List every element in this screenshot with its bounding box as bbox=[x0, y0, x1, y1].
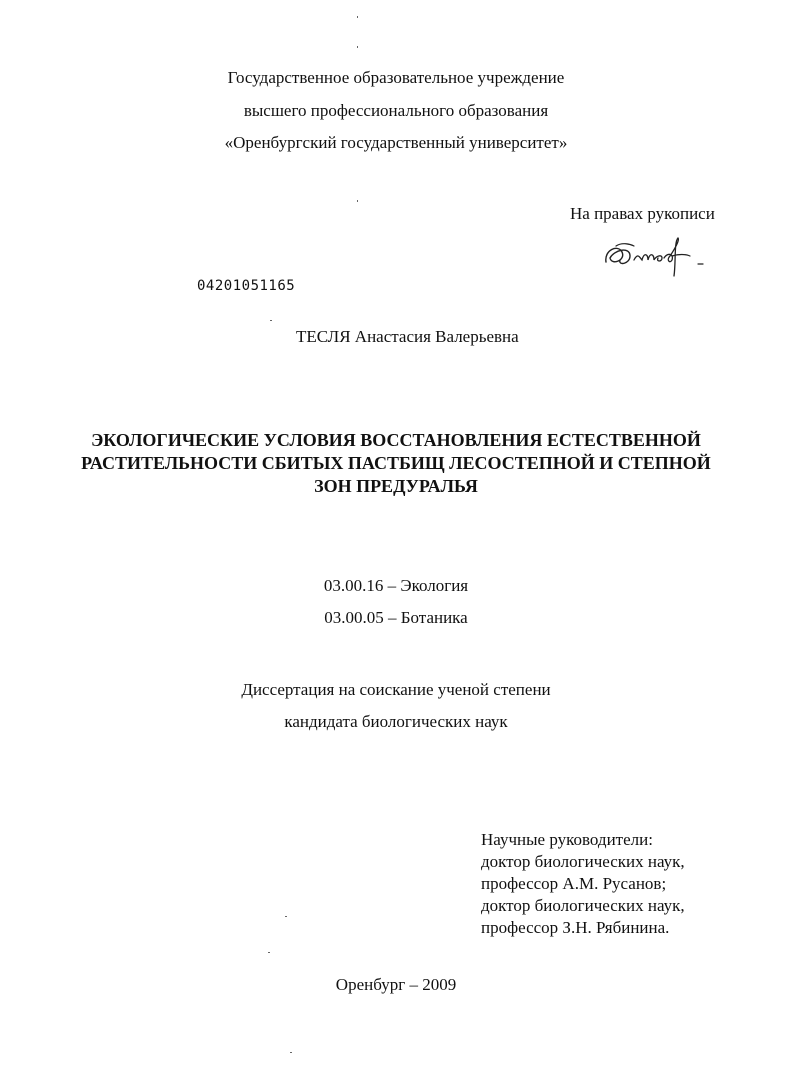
specialty-botany: 03.00.05 – Ботаника bbox=[324, 608, 468, 627]
scan-speck bbox=[285, 916, 287, 917]
institution-line-1: Государственное образовательное учреждение bbox=[227, 68, 565, 87]
institution-line-2: высшего профессионального образования bbox=[243, 101, 549, 120]
scan-speck bbox=[290, 1052, 292, 1053]
degree-line-2: кандидата биологических наук bbox=[284, 712, 508, 731]
specialty-ecology: 03.00.16 – Экология bbox=[323, 576, 469, 595]
thesis-title-line-1: ЭКОЛОГИЧЕСКИЕ УСЛОВИЯ ВОССТАНОВЛЕНИЯ ЕСТЕСТВЕННОЙ bbox=[91, 430, 701, 450]
signature bbox=[600, 232, 712, 282]
supervisor-line: профессор А.М. Русанов; bbox=[481, 874, 667, 893]
scan-speck bbox=[268, 952, 270, 953]
thesis-title-line-2: РАСТИТЕЛЬНОСТИ СБИТЫХ ПАСТБИЩ ЛЕСОСТЕПНОЙ И СТЕПНОЙ bbox=[81, 453, 711, 473]
registration-number: 04201051165 bbox=[197, 278, 296, 294]
scan-speck bbox=[270, 320, 272, 321]
supervisor-line: доктор биологических наук, bbox=[481, 852, 685, 871]
place-year: Оренбург – 2009 bbox=[335, 975, 457, 994]
thesis-title-line-3: ЗОН ПРЕДУРАЛЬЯ bbox=[314, 476, 478, 496]
scan-speck bbox=[357, 200, 358, 202]
degree-line-1: Диссертация на соискание ученой степени bbox=[241, 680, 551, 699]
institution-line-3: «Оренбургский государственный университет» bbox=[224, 133, 568, 152]
scan-speck bbox=[357, 46, 358, 48]
supervisor-line: доктор биологических наук, bbox=[481, 896, 685, 915]
supervisor-line: профессор З.Н. Рябинина. bbox=[481, 918, 670, 937]
author-name: ТЕСЛЯ Анастасия Валерьевна bbox=[296, 327, 519, 346]
manuscript-note: На правах рукописи bbox=[570, 204, 715, 223]
supervisors-heading: Научные руководители: bbox=[481, 830, 653, 849]
scan-speck bbox=[357, 16, 358, 18]
